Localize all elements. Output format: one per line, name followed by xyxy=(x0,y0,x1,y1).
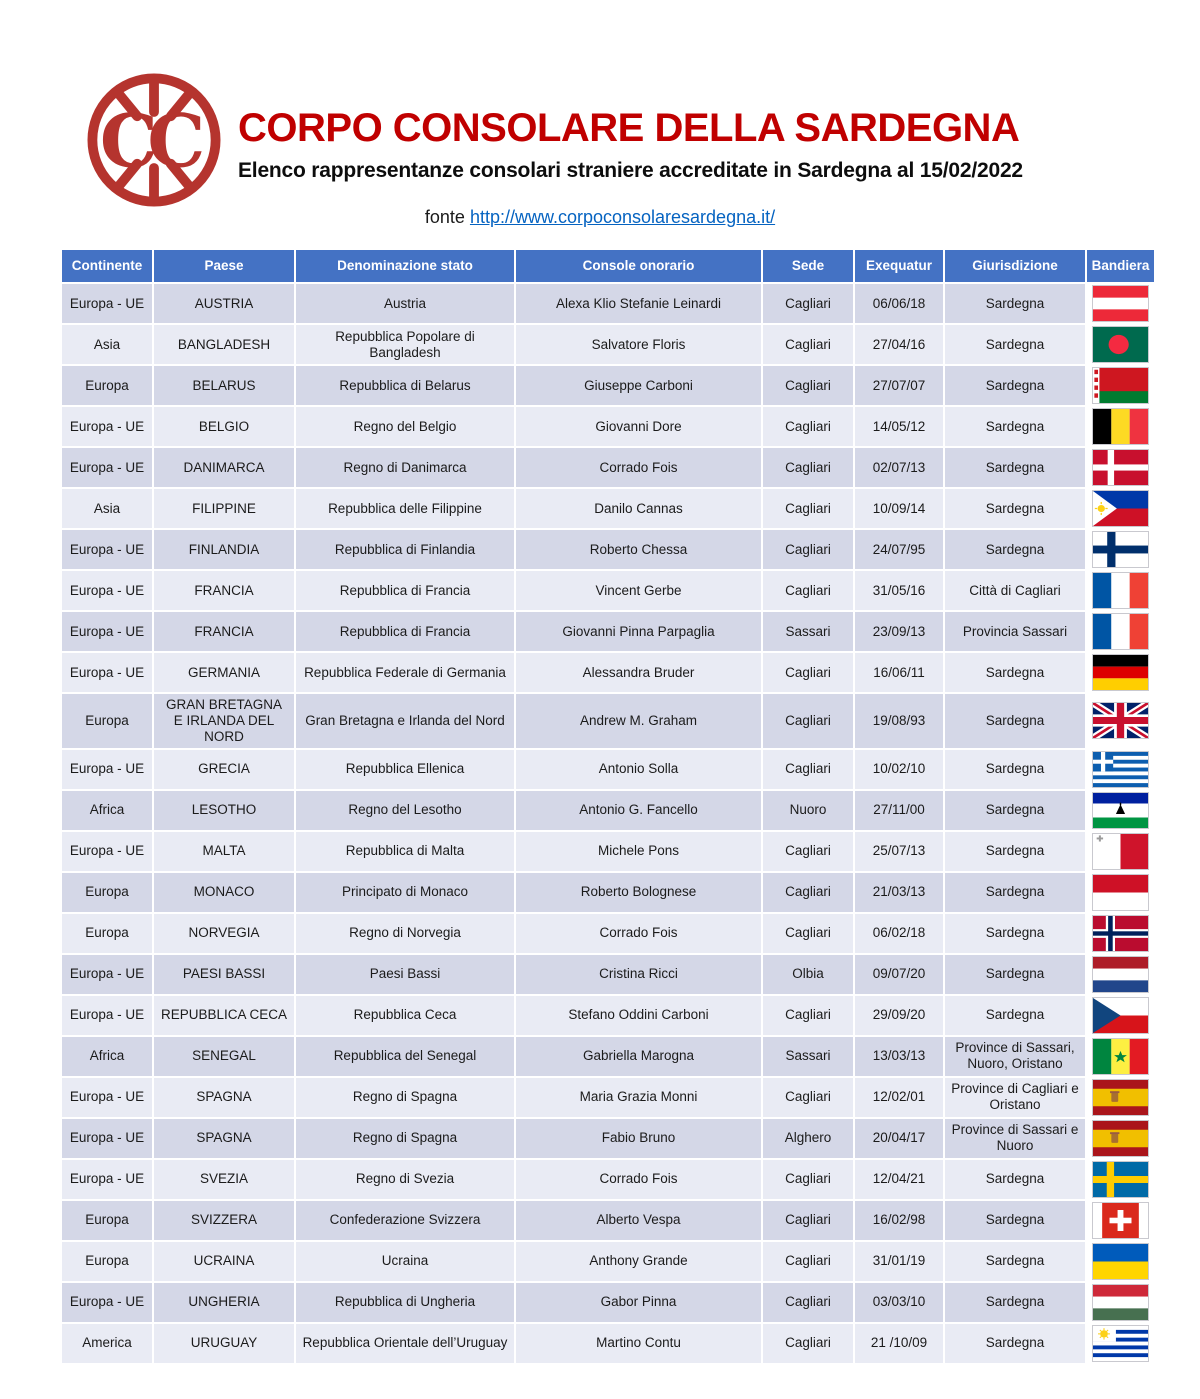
svg-text:C: C xyxy=(99,99,158,185)
cell-console: Giuseppe Carboni xyxy=(516,366,761,405)
cell-paese: GRAN BRETAGNA E IRLANDA DEL NORD xyxy=(154,694,294,748)
cell-denominazione: Repubblica del Senegal xyxy=(296,1037,514,1076)
col-header-console: Console onorario xyxy=(516,250,761,282)
cell-giurisdizione: Sardegna xyxy=(945,1201,1085,1240)
cell-giurisdizione: Sardegna xyxy=(945,1242,1085,1281)
table-row xyxy=(62,571,1140,610)
cell-sede: Sassari xyxy=(763,1037,853,1076)
cell-exequatur: 23/09/13 xyxy=(855,612,943,651)
czech-flag-icon xyxy=(1092,997,1149,1034)
cell-console: Giovanni Pinna Parpaglia xyxy=(516,612,761,651)
cell-denominazione: Regno del Belgio xyxy=(296,407,514,446)
cell-exequatur: 16/06/11 xyxy=(855,653,943,692)
cell-exequatur: 27/11/00 xyxy=(855,791,943,830)
col-header-denominazione: Denominazione stato xyxy=(296,250,514,282)
cell-paese: FINLANDIA xyxy=(154,530,294,569)
cell-sede: Sassari xyxy=(763,612,853,651)
cell-denominazione: Repubblica di Belarus xyxy=(296,366,514,405)
cell-sede: Cagliari xyxy=(763,1201,853,1240)
cell-giurisdizione: Sardegna xyxy=(945,448,1085,487)
belgium-flag-icon xyxy=(1092,408,1149,445)
cell-bandiera xyxy=(1087,1160,1154,1199)
cell-console: Alberto Vespa xyxy=(516,1201,761,1240)
table-row xyxy=(62,791,1140,830)
cell-console: Salvatore Floris xyxy=(516,325,761,364)
cell-continente: Europa - UE xyxy=(62,407,152,446)
cell-exequatur: 09/07/20 xyxy=(855,955,943,994)
belarus-flag-icon xyxy=(1092,367,1149,404)
cell-continente: Europa - UE xyxy=(62,1078,152,1117)
cell-exequatur: 12/02/01 xyxy=(855,1078,943,1117)
cell-paese: GERMANIA xyxy=(154,653,294,692)
cell-exequatur: 10/09/14 xyxy=(855,489,943,528)
cell-paese: AUSTRIA xyxy=(154,284,294,323)
cell-console: Martino Contu xyxy=(516,1324,761,1363)
cell-continente: Europa xyxy=(62,1242,152,1281)
germany-flag-icon xyxy=(1092,654,1149,691)
cell-denominazione: Ucraina xyxy=(296,1242,514,1281)
cell-sede: Cagliari xyxy=(763,653,853,692)
cell-bandiera xyxy=(1087,832,1154,871)
cell-bandiera xyxy=(1087,750,1154,789)
cell-exequatur: 27/07/07 xyxy=(855,366,943,405)
cell-bandiera xyxy=(1087,571,1154,610)
cell-continente: Europa - UE xyxy=(62,1160,152,1199)
cell-sede: Cagliari xyxy=(763,489,853,528)
cell-sede: Cagliari xyxy=(763,571,853,610)
cell-giurisdizione: Sardegna xyxy=(945,366,1085,405)
cell-bandiera xyxy=(1087,1078,1154,1117)
cell-bandiera xyxy=(1087,1201,1154,1240)
cell-bandiera xyxy=(1087,694,1154,748)
cell-continente: Asia xyxy=(62,325,152,364)
col-header-giurisdizione: Giurisdizione xyxy=(945,250,1085,282)
cell-sede: Cagliari xyxy=(763,832,853,871)
table-row xyxy=(62,694,1140,748)
cell-continente: Europa - UE xyxy=(62,996,152,1035)
cell-bandiera xyxy=(1087,325,1154,364)
cell-giurisdizione: Sardegna xyxy=(945,996,1085,1035)
cell-sede: Cagliari xyxy=(763,1242,853,1281)
cell-giurisdizione: Sardegna xyxy=(945,530,1085,569)
cell-continente: Europa - UE xyxy=(62,530,152,569)
philippines-flag-icon xyxy=(1092,490,1149,527)
cell-denominazione: Confederazione Svizzera xyxy=(296,1201,514,1240)
cell-exequatur: 21/03/13 xyxy=(855,873,943,912)
table-row xyxy=(62,1242,1140,1281)
cell-continente: Europa - UE xyxy=(62,448,152,487)
cell-console: Alessandra Bruder xyxy=(516,653,761,692)
cell-console: Roberto Chessa xyxy=(516,530,761,569)
cell-continente: Europa - UE xyxy=(62,832,152,871)
cell-bandiera xyxy=(1087,530,1154,569)
cell-giurisdizione: Sardegna xyxy=(945,1160,1085,1199)
cell-continente: Europa xyxy=(62,873,152,912)
cell-exequatur: 24/07/95 xyxy=(855,530,943,569)
table-row xyxy=(62,1037,1140,1076)
cell-console: Stefano Oddini Carboni xyxy=(516,996,761,1035)
cell-paese: PAESI BASSI xyxy=(154,955,294,994)
cell-denominazione: Regno di Spagna xyxy=(296,1078,514,1117)
cell-denominazione: Repubblica di Ungheria xyxy=(296,1283,514,1322)
cell-paese: NORVEGIA xyxy=(154,914,294,953)
consular-table xyxy=(62,250,1150,1363)
table-row xyxy=(62,873,1140,912)
title-block xyxy=(238,106,1138,183)
cell-paese: REPUBBLICA CECA xyxy=(154,996,294,1035)
cell-console: Giovanni Dore xyxy=(516,407,761,446)
cell-exequatur: 10/02/10 xyxy=(855,750,943,789)
cell-continente: Asia xyxy=(62,489,152,528)
cell-continente: Europa - UE xyxy=(62,1119,152,1158)
cell-console: Fabio Bruno xyxy=(516,1119,761,1158)
cell-giurisdizione: Sardegna xyxy=(945,653,1085,692)
cell-giurisdizione: Sardegna xyxy=(945,750,1085,789)
switzerland-flag-icon xyxy=(1092,1202,1149,1239)
cell-continente: Europa - UE xyxy=(62,284,152,323)
cc-logo-icon xyxy=(84,68,224,212)
cell-sede: Cagliari xyxy=(763,284,853,323)
cell-denominazione: Austria xyxy=(296,284,514,323)
cell-bandiera xyxy=(1087,448,1154,487)
cell-sede: Cagliari xyxy=(763,448,853,487)
table-row xyxy=(62,996,1140,1035)
uk-flag-icon xyxy=(1092,702,1149,739)
spain-flag-icon xyxy=(1092,1120,1149,1157)
cell-paese: SPAGNA xyxy=(154,1119,294,1158)
cell-continente: America xyxy=(62,1324,152,1363)
cell-console: Andrew M. Graham xyxy=(516,694,761,748)
cell-paese: MALTA xyxy=(154,832,294,871)
cell-paese: FILIPPINE xyxy=(154,489,294,528)
col-header-paese: Paese xyxy=(154,250,294,282)
cell-denominazione: Repubblica di Francia xyxy=(296,612,514,651)
cell-exequatur: 19/08/93 xyxy=(855,694,943,748)
cell-exequatur: 20/04/17 xyxy=(855,1119,943,1158)
cell-console: Danilo Cannas xyxy=(516,489,761,528)
cell-denominazione: Repubblica Orientale dell’Uruguay xyxy=(296,1324,514,1363)
norway-flag-icon xyxy=(1092,915,1149,952)
cell-continente: Africa xyxy=(62,791,152,830)
denmark-flag-icon xyxy=(1092,449,1149,486)
cell-paese: MONACO xyxy=(154,873,294,912)
cell-paese: UNGHERIA xyxy=(154,1283,294,1322)
cell-denominazione: Repubblica Ellenica xyxy=(296,750,514,789)
cell-sede: Cagliari xyxy=(763,1078,853,1117)
table-row xyxy=(62,1201,1140,1240)
austria-flag-icon xyxy=(1092,285,1149,322)
cell-console: Gabor Pinna xyxy=(516,1283,761,1322)
cell-console: Corrado Fois xyxy=(516,448,761,487)
france-flag-icon xyxy=(1092,572,1149,609)
cell-console: Corrado Fois xyxy=(516,914,761,953)
cell-exequatur: 21 /10/09 xyxy=(855,1324,943,1363)
cell-denominazione: Regno di Norvegia xyxy=(296,914,514,953)
cell-continente: Europa - UE xyxy=(62,571,152,610)
cell-paese: UCRAINA xyxy=(154,1242,294,1281)
cell-exequatur: 14/05/12 xyxy=(855,407,943,446)
cell-continente: Europa - UE xyxy=(62,612,152,651)
cell-continente: Europa xyxy=(62,366,152,405)
cell-bandiera xyxy=(1087,1037,1154,1076)
cell-paese: URUGUAY xyxy=(154,1324,294,1363)
cell-sede: Cagliari xyxy=(763,914,853,953)
table-row xyxy=(62,1324,1140,1363)
cell-console: Antonio G. Fancello xyxy=(516,791,761,830)
cell-sede: Nuoro xyxy=(763,791,853,830)
cell-bandiera xyxy=(1087,612,1154,651)
cell-console: Antonio Solla xyxy=(516,750,761,789)
table-row xyxy=(62,489,1140,528)
cell-giurisdizione: Sardegna xyxy=(945,489,1085,528)
cell-console: Roberto Bolognese xyxy=(516,873,761,912)
cell-sede: Alghero xyxy=(763,1119,853,1158)
cell-giurisdizione: Province di Sassari, Nuoro, Oristano xyxy=(945,1037,1085,1076)
cell-giurisdizione: Sardegna xyxy=(945,407,1085,446)
cell-bandiera xyxy=(1087,653,1154,692)
cell-denominazione: Paesi Bassi xyxy=(296,955,514,994)
col-header-exequatur: Exequatur xyxy=(855,250,943,282)
source-line xyxy=(0,207,1200,228)
cell-denominazione: Repubblica Federale di Germania xyxy=(296,653,514,692)
cell-paese: SPAGNA xyxy=(154,1078,294,1117)
table-row xyxy=(62,325,1140,364)
source-label: fonte xyxy=(424,207,465,227)
cell-console: Maria Grazia Monni xyxy=(516,1078,761,1117)
cell-giurisdizione: Sardegna xyxy=(945,791,1085,830)
senegal-flag-icon xyxy=(1092,1038,1149,1075)
cell-console: Anthony Grande xyxy=(516,1242,761,1281)
cell-exequatur: 06/06/18 xyxy=(855,284,943,323)
cell-bandiera xyxy=(1087,873,1154,912)
table-row xyxy=(62,284,1140,323)
uruguay-flag-icon xyxy=(1092,1325,1149,1362)
cell-giurisdizione: Province di Cagliari e Oristano xyxy=(945,1078,1085,1117)
cell-denominazione: Gran Bretagna e Irlanda del Nord xyxy=(296,694,514,748)
cell-bandiera xyxy=(1087,1242,1154,1281)
spain-flag-icon xyxy=(1092,1079,1149,1116)
cell-continente: Africa xyxy=(62,1037,152,1076)
table-row xyxy=(62,612,1140,651)
col-header-bandiera: Bandiera xyxy=(1087,250,1154,282)
cell-paese: FRANCIA xyxy=(154,612,294,651)
cell-giurisdizione: Provincia Sassari xyxy=(945,612,1085,651)
cell-denominazione: Repubblica Popolare di Bangladesh xyxy=(296,325,514,364)
cell-bandiera xyxy=(1087,955,1154,994)
cell-paese: BELARUS xyxy=(154,366,294,405)
cell-bandiera xyxy=(1087,1119,1154,1158)
cell-paese: SENEGAL xyxy=(154,1037,294,1076)
table-row xyxy=(62,448,1140,487)
cell-bandiera xyxy=(1087,366,1154,405)
table-row xyxy=(62,1160,1140,1199)
bangladesh-flag-icon xyxy=(1092,326,1149,363)
cell-console: Alexa Klio Stefanie Leinardi xyxy=(516,284,761,323)
table-row xyxy=(62,832,1140,871)
cell-denominazione: Repubblica Ceca xyxy=(296,996,514,1035)
cell-denominazione: Regno di Spagna xyxy=(296,1119,514,1158)
cell-bandiera xyxy=(1087,489,1154,528)
cell-paese: BELGIO xyxy=(154,407,294,446)
cell-exequatur: 31/01/19 xyxy=(855,1242,943,1281)
monaco-flag-icon xyxy=(1092,874,1149,911)
cell-sede: Cagliari xyxy=(763,325,853,364)
cell-exequatur: 02/07/13 xyxy=(855,448,943,487)
cell-giurisdizione: Sardegna xyxy=(945,914,1085,953)
table-row xyxy=(62,1283,1140,1322)
cell-bandiera xyxy=(1087,914,1154,953)
cell-sede: Cagliari xyxy=(763,1160,853,1199)
cell-giurisdizione: Province di Sassari e Nuoro xyxy=(945,1119,1085,1158)
finland-flag-icon xyxy=(1092,531,1149,568)
france-flag-icon xyxy=(1092,613,1149,650)
cell-continente: Europa - UE xyxy=(62,1283,152,1322)
table-header-row xyxy=(62,250,1150,282)
cell-sede: Olbia xyxy=(763,955,853,994)
cell-exequatur: 12/04/21 xyxy=(855,1160,943,1199)
svg-text:C: C xyxy=(147,99,206,185)
cell-bandiera xyxy=(1087,1324,1154,1363)
cell-sede: Cagliari xyxy=(763,996,853,1035)
cell-sede: Cagliari xyxy=(763,1283,853,1322)
netherlands-flag-icon xyxy=(1092,956,1149,993)
cell-paese: SVEZIA xyxy=(154,1160,294,1199)
cell-console: Michele Pons xyxy=(516,832,761,871)
malta-flag-icon xyxy=(1092,833,1149,870)
cell-continente: Europa - UE xyxy=(62,750,152,789)
cell-paese: BANGLADESH xyxy=(154,325,294,364)
cell-exequatur: 25/07/13 xyxy=(855,832,943,871)
cell-console: Corrado Fois xyxy=(516,1160,761,1199)
cell-paese: DANIMARCA xyxy=(154,448,294,487)
cell-sede: Cagliari xyxy=(763,1324,853,1363)
cell-giurisdizione: Sardegna xyxy=(945,694,1085,748)
cell-bandiera xyxy=(1087,407,1154,446)
table-row xyxy=(62,530,1140,569)
cell-sede: Cagliari xyxy=(763,694,853,748)
hungary-flag-icon xyxy=(1092,1284,1149,1321)
cell-exequatur: 03/03/10 xyxy=(855,1283,943,1322)
cell-exequatur: 31/05/16 xyxy=(855,571,943,610)
lesotho-flag-icon xyxy=(1092,792,1149,829)
cell-exequatur: 06/02/18 xyxy=(855,914,943,953)
cell-paese: SVIZZERA xyxy=(154,1201,294,1240)
cell-denominazione: Repubblica di Francia xyxy=(296,571,514,610)
cell-console: Vincent Gerbe xyxy=(516,571,761,610)
table-row xyxy=(62,366,1140,405)
cell-continente: Europa - UE xyxy=(62,653,152,692)
table-row xyxy=(62,750,1140,789)
cell-console: Gabriella Marogna xyxy=(516,1037,761,1076)
cell-sede: Cagliari xyxy=(763,366,853,405)
ukraine-flag-icon xyxy=(1092,1243,1149,1280)
col-header-continente: Continente xyxy=(62,250,152,282)
table-row xyxy=(62,1119,1140,1158)
cell-denominazione: Principato di Monaco xyxy=(296,873,514,912)
cell-bandiera xyxy=(1087,1283,1154,1322)
cell-denominazione: Regno di Danimarca xyxy=(296,448,514,487)
cell-console: Cristina Ricci xyxy=(516,955,761,994)
cell-denominazione: Repubblica di Malta xyxy=(296,832,514,871)
greece-flag-icon xyxy=(1092,751,1149,788)
page-subtitle: Elenco rappresentanze consolari straniere accreditate in Sardegna al 15/02/2022 xyxy=(238,159,1023,182)
cell-denominazione: Regno del Lesotho xyxy=(296,791,514,830)
cell-giurisdizione: Sardegna xyxy=(945,1324,1085,1363)
cell-sede: Cagliari xyxy=(763,407,853,446)
cell-paese: LESOTHO xyxy=(154,791,294,830)
cell-exequatur: 29/09/20 xyxy=(855,996,943,1035)
cell-giurisdizione: Città di Cagliari xyxy=(945,571,1085,610)
source-link[interactable]: http://www.corpoconsolaresardegna.it/ xyxy=(469,207,776,227)
page-title: CORPO CONSOLARE DELLA SARDEGNA xyxy=(238,106,1020,150)
cell-giurisdizione: Sardegna xyxy=(945,873,1085,912)
table-row xyxy=(62,407,1140,446)
cell-denominazione: Repubblica delle Filippine xyxy=(296,489,514,528)
table-row xyxy=(62,955,1140,994)
cell-giurisdizione: Sardegna xyxy=(945,284,1085,323)
table-body xyxy=(62,284,1140,1363)
cell-bandiera xyxy=(1087,284,1154,323)
col-header-sede: Sede xyxy=(763,250,853,282)
cell-continente: Europa - UE xyxy=(62,955,152,994)
cell-sede: Cagliari xyxy=(763,530,853,569)
cell-giurisdizione: Sardegna xyxy=(945,832,1085,871)
cell-bandiera xyxy=(1087,996,1154,1035)
cell-exequatur: 16/02/98 xyxy=(855,1201,943,1240)
cell-continente: Europa xyxy=(62,1201,152,1240)
table-row xyxy=(62,914,1140,953)
cell-giurisdizione: Sardegna xyxy=(945,955,1085,994)
cell-denominazione: Repubblica di Finlandia xyxy=(296,530,514,569)
cell-paese: FRANCIA xyxy=(154,571,294,610)
cell-continente: Europa xyxy=(62,914,152,953)
cell-giurisdizione: Sardegna xyxy=(945,1283,1085,1322)
cell-exequatur: 13/03/13 xyxy=(855,1037,943,1076)
table-row xyxy=(62,1078,1140,1117)
cell-giurisdizione: Sardegna xyxy=(945,325,1085,364)
cell-sede: Cagliari xyxy=(763,750,853,789)
table-row xyxy=(62,653,1140,692)
cell-bandiera xyxy=(1087,791,1154,830)
cell-denominazione: Regno di Svezia xyxy=(296,1160,514,1199)
sweden-flag-icon xyxy=(1092,1161,1149,1198)
cell-sede: Cagliari xyxy=(763,873,853,912)
cell-paese: GRECIA xyxy=(154,750,294,789)
cell-continente: Europa xyxy=(62,694,152,748)
cell-exequatur: 27/04/16 xyxy=(855,325,943,364)
